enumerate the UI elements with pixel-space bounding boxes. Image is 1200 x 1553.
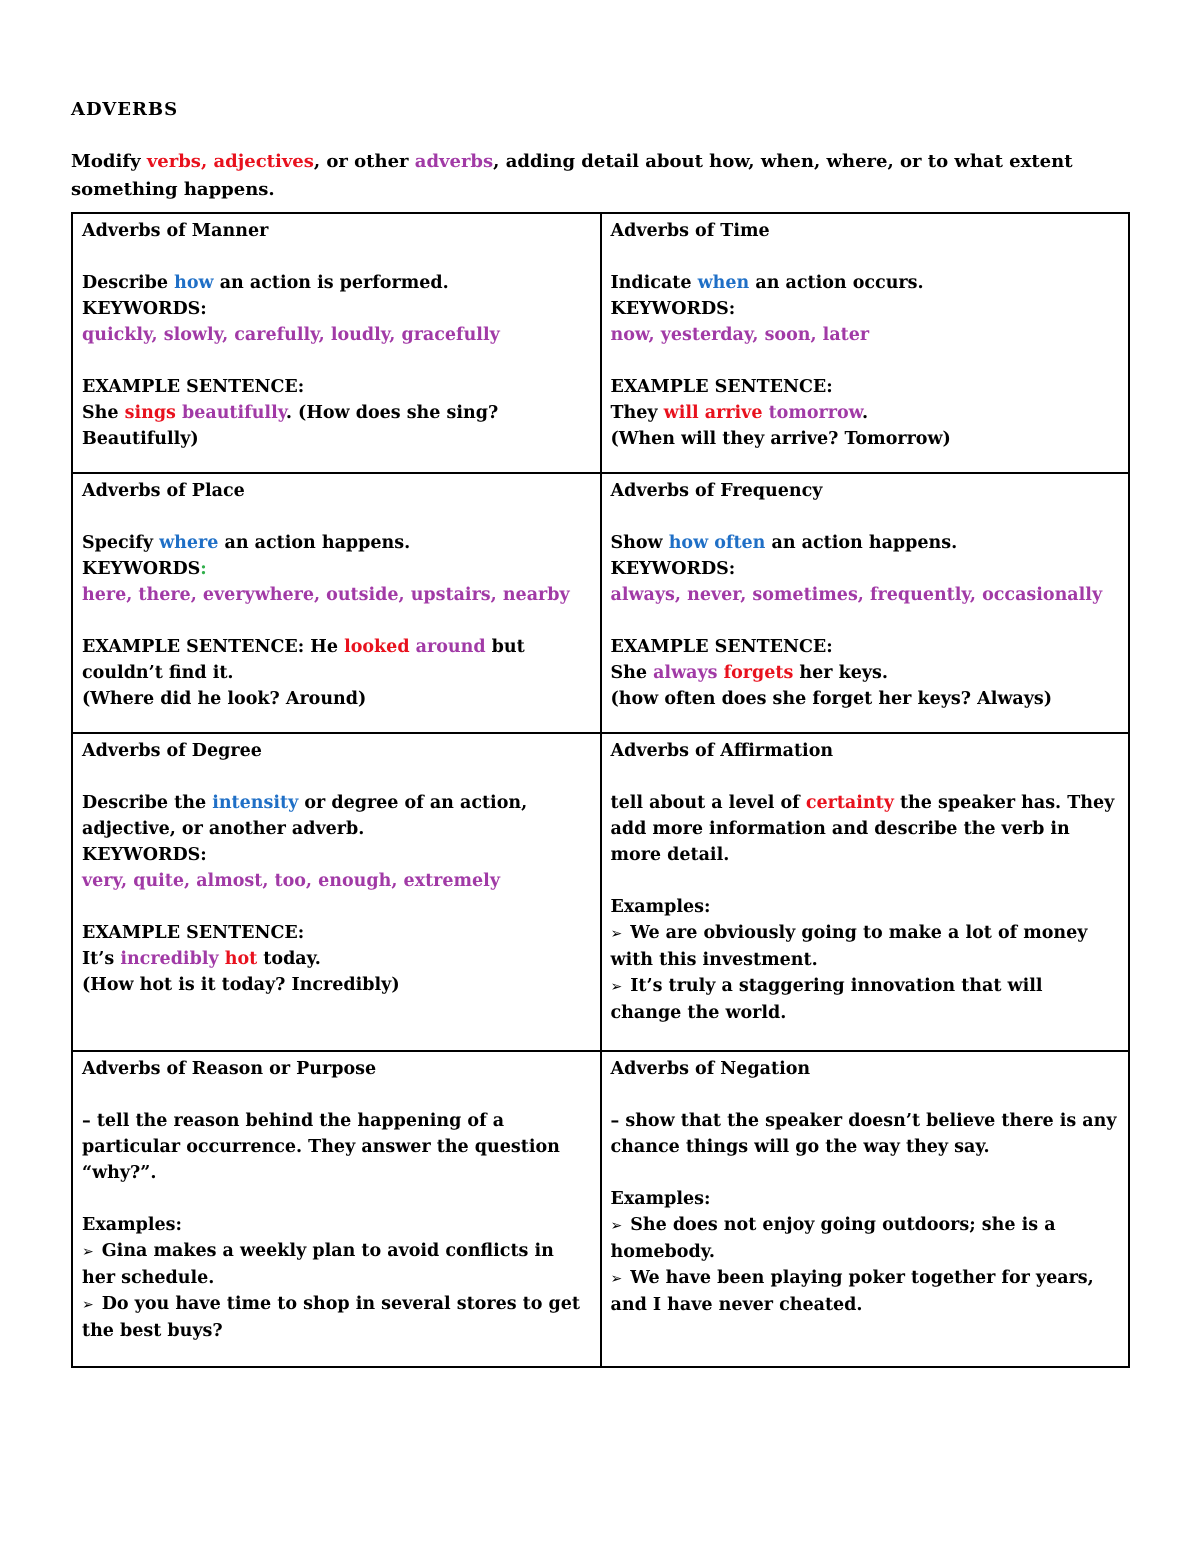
key-word: when (697, 273, 750, 293)
bullet-text: It’s truly a staggering innovation that will change the world. (610, 976, 1043, 1023)
intro-text: , or other (313, 151, 415, 172)
text: KEYWORDS (82, 559, 201, 579)
key-word: intensity (212, 793, 299, 813)
bullet-text: Gina makes a weekly plan to avoid conflicts in her schedule. (82, 1241, 554, 1288)
example-bullet (82, 1291, 591, 1344)
cell-heading: Adverbs of Manner (82, 221, 269, 241)
example-bullet (82, 1238, 591, 1291)
text: today. (257, 949, 321, 969)
keywords-list: now, yesterday, soon, later (610, 325, 870, 345)
arrow-bullet-icon: ➢ (610, 1218, 623, 1234)
table-row (72, 733, 1129, 1051)
table-row (72, 1051, 1129, 1367)
arrow-bullet-icon: ➢ (610, 926, 623, 942)
text: It’s (82, 949, 121, 969)
cell-heading: Adverbs of Affirmation (610, 741, 834, 761)
keywords-label: KEYWORDS: (610, 559, 736, 579)
intro-paragraph (71, 148, 1111, 204)
key-word: how often (668, 533, 766, 553)
example-label: EXAMPLE SENTENCE: (82, 637, 311, 657)
example-label: EXAMPLE SENTENCE: (610, 637, 833, 657)
example-bullet (611, 1265, 1120, 1318)
cell-manner (72, 213, 601, 473)
text: Show (610, 533, 669, 553)
example-label: EXAMPLE SENTENCE: (82, 377, 305, 397)
arrow-bullet-icon: ➢ (82, 1297, 94, 1313)
bullet-text: We have been playing poker together for years, and I have never cheated. (610, 1268, 1094, 1315)
text: He (310, 637, 345, 657)
keywords-label: KEYWORDS: (82, 845, 207, 865)
example-label: EXAMPLE SENTENCE: (82, 923, 305, 943)
adverb-highlight: always (653, 663, 718, 683)
text: the speaker has. They add more information and describe the verb in more detail. (610, 793, 1115, 865)
example-label: EXAMPLE SENTENCE: (610, 377, 833, 397)
text: Describe (82, 273, 175, 293)
cell-description (82, 270, 591, 296)
example-bullet (611, 920, 1120, 973)
cell-place (72, 473, 601, 733)
arrow-bullet-icon: ➢ (610, 1271, 623, 1287)
text: They (610, 403, 664, 423)
cell-description: – tell the reason behind the happening of a particular occurrence. They answer the question “why?”. (82, 1111, 560, 1183)
text: She (610, 663, 654, 683)
cell-time (601, 213, 1130, 473)
verb-highlight: forgets (723, 663, 794, 683)
examples-label: Examples: (82, 1215, 182, 1235)
example-sentence (82, 400, 591, 452)
colon: : (200, 559, 207, 579)
example-sentence (82, 946, 591, 972)
example-question: (When will they arrive? Tomorrow) (610, 429, 951, 449)
example-bullet (611, 973, 1120, 1026)
verb-highlight: sings (124, 403, 176, 423)
text: her keys. (793, 663, 888, 683)
arrow-bullet-icon: ➢ (610, 979, 623, 995)
cell-frequency (601, 473, 1130, 733)
example-question: (Where did he look? Around) (82, 689, 367, 709)
text: an action happens. (218, 533, 411, 553)
examples-label: Examples: (610, 897, 711, 917)
bullet-text: Do you have time to shop in several stores to get the best buys? (82, 1294, 580, 1341)
text: Describe the (82, 793, 213, 813)
cell-description: – show that the speaker doesn’t believe there is any chance things will go the way they say. (610, 1111, 1117, 1157)
arrow-bullet-icon: ➢ (82, 1244, 94, 1260)
keywords-label: KEYWORDS: (82, 299, 207, 319)
examples-label: Examples: (610, 1189, 711, 1209)
cell-heading: Adverbs of Time (610, 221, 770, 241)
example-bullet (611, 1212, 1120, 1265)
text: . (How does she sing? Beautifully) (82, 403, 499, 449)
cell-description (82, 530, 591, 556)
text: She (82, 403, 125, 423)
example-sentence (611, 660, 1120, 686)
cell-heading: Adverbs of Frequency (610, 481, 823, 501)
cell-affirmation (601, 733, 1130, 1051)
adverb-highlight: incredibly (120, 949, 219, 969)
intro-adverbs: adverbs (414, 151, 494, 172)
bullet-text: We are obviously going to make a lot of money with this investment. (610, 923, 1088, 970)
adjective-highlight: hot (224, 949, 258, 969)
keywords-label: KEYWORDS: (610, 299, 736, 319)
text: tell about a level of (610, 793, 806, 813)
page-title: ADVERBS (71, 99, 179, 120)
cell-degree (72, 733, 601, 1051)
cell-description (82, 790, 591, 842)
intro-verbs: verbs, (146, 151, 208, 172)
cell-heading: Adverbs of Reason or Purpose (82, 1059, 377, 1079)
text: an action happens. (765, 533, 958, 553)
adverb-highlight: around (415, 637, 486, 657)
cell-heading: Adverbs of Degree (82, 741, 262, 761)
adverbs-table (71, 212, 1130, 1368)
text: an action occurs. (749, 273, 924, 293)
example-sentence (611, 400, 1120, 426)
adverb-highlight: beautifully (182, 403, 286, 423)
key-word: certainty (805, 793, 894, 813)
example-sentence (82, 634, 591, 686)
table-row (72, 213, 1129, 473)
text: . (861, 403, 869, 423)
cell-reason (72, 1051, 601, 1367)
cell-description (611, 270, 1120, 296)
cell-description (611, 530, 1120, 556)
verb-highlight: looked (344, 637, 410, 657)
cell-heading: Adverbs of Negation (610, 1059, 811, 1079)
cell-heading: Adverbs of Place (82, 481, 245, 501)
key-word: how (174, 273, 214, 293)
document-page (71, 98, 1130, 1368)
text: an action is performed. (213, 273, 449, 293)
intro-adjectives: adjectives (213, 151, 314, 172)
cell-description (611, 790, 1120, 868)
table-row (72, 473, 1129, 733)
adverb-highlight: tomorrow (768, 403, 862, 423)
keywords-list: always, never, sometimes, frequently, occasionally (610, 585, 1103, 605)
text: Specify (82, 533, 160, 553)
cell-negation (601, 1051, 1130, 1367)
text: but couldn’t find it. (82, 637, 525, 683)
text: or degree of an action, adjective, or another adverb. (82, 793, 528, 839)
key-word: where (159, 533, 219, 553)
bullet-text: She does not enjoy going outdoors; she is a homebody. (610, 1215, 1056, 1262)
keywords-label (82, 556, 591, 582)
verb-highlight: will arrive (663, 403, 763, 423)
intro-text: , adding detail about how, when, where, or to what extent something happens. (71, 151, 1073, 200)
example-question: (How hot is it today? Incredibly) (82, 975, 400, 995)
keywords-list: here, there, everywhere, outside, upstairs, nearby (82, 585, 570, 605)
text: Indicate (610, 273, 698, 293)
keywords-list: quickly, slowly, carefully, loudly, gracefully (82, 325, 500, 345)
intro-text: Modify (71, 151, 147, 172)
example-question: (how often does she forget her keys? Always) (610, 689, 1053, 709)
keywords-list: very, quite, almost, too, enough, extremely (82, 871, 500, 891)
